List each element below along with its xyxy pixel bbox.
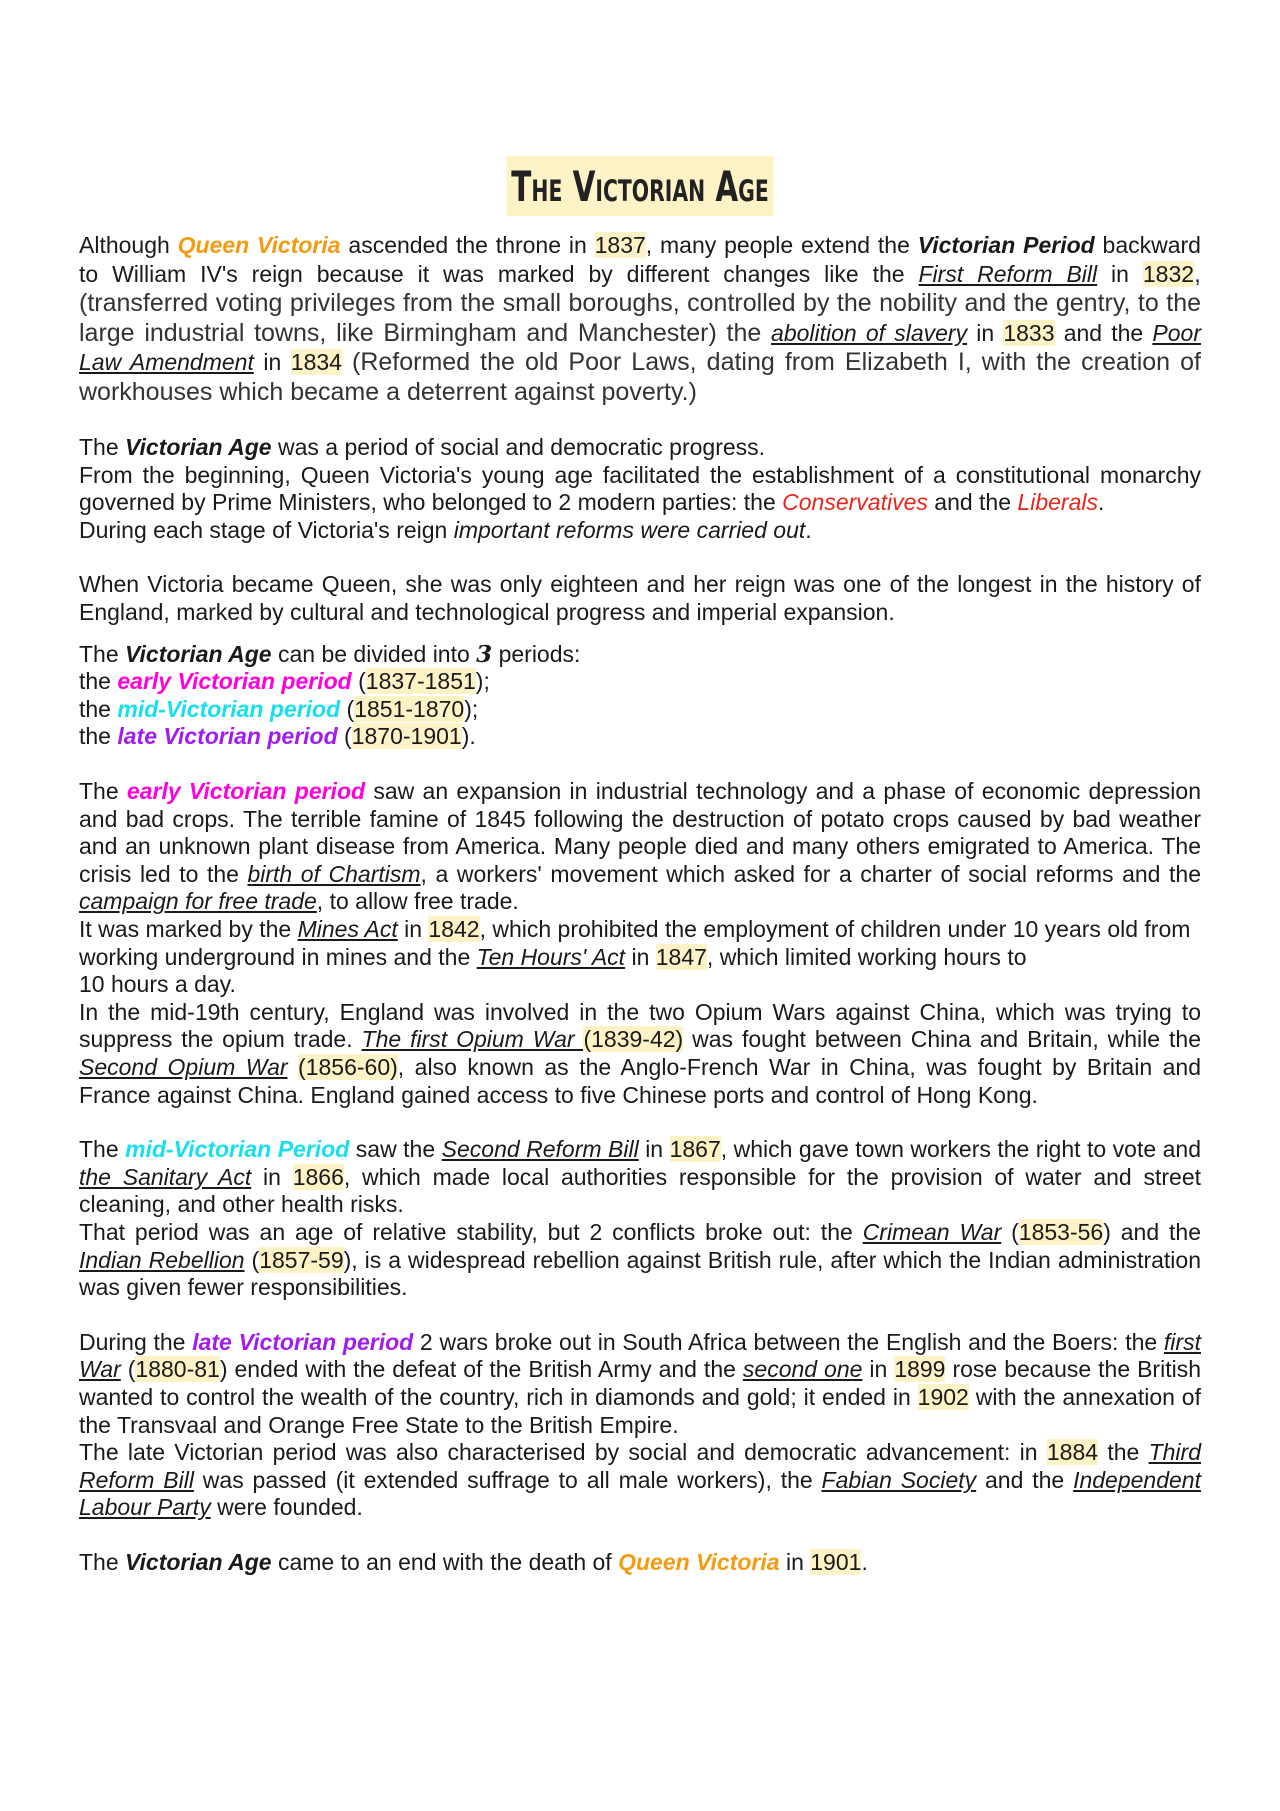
text: in <box>253 349 291 376</box>
fabian-society: Fabian Society <box>821 1466 977 1493</box>
text: , a workers' movement which asked for a charter of social reforms and the <box>420 860 1201 887</box>
independent-labour-party: Independent Labour Party <box>79 1466 1201 1521</box>
year: 1884 <box>1046 1439 1099 1466</box>
text: and the <box>976 1466 1074 1493</box>
mines-act: Mines Act <box>297 916 398 942</box>
text: The <box>79 1136 126 1163</box>
second-opium-war: Second Opium War <box>79 1053 288 1080</box>
text: ) and the <box>1103 1218 1202 1245</box>
year-range: 1837-1851 <box>365 668 476 695</box>
important-reforms: important reforms were carried out <box>453 516 806 543</box>
text: was a period of social and democratic progress. <box>271 434 766 461</box>
text: , (transferred voting privileges from the small boroughs, controlled by the nobility and the gentry, to the large industrial towns, like Birmingham and Manchester) the <box>79 259 1201 347</box>
text: Although <box>79 232 178 258</box>
text: , many people extend the <box>645 232 918 258</box>
second-one: second one <box>742 1356 863 1383</box>
text: During each stage of Victoria's reign <box>79 516 454 543</box>
first-war: first War <box>79 1328 1201 1383</box>
text: The <box>79 778 127 805</box>
year-range: 1880-81 <box>135 1356 220 1383</box>
victorian-age: Victorian Age <box>125 1548 272 1575</box>
first-reform-bill: First Reform Bill <box>918 260 1098 287</box>
text: ); <box>464 695 479 722</box>
text: ( <box>120 1356 136 1383</box>
text: ), is a widespread rebellion against British rule, after which the Indian administration was given fewer responsibilities. <box>79 1246 1201 1301</box>
text: in <box>1097 260 1143 287</box>
text: in <box>779 1548 811 1575</box>
text: rose because the British wanted to control the wealth of the country, rich in diamonds and gold; it ended in <box>79 1356 1201 1410</box>
abolition-of-slavery: abolition of slavery <box>771 319 968 346</box>
second-reform-bill: Second Reform Bill <box>441 1136 639 1163</box>
text: was passed (it extended suffrage to all male workers), the <box>193 1466 822 1493</box>
text: 2 wars broke out in South Africa between the English and the Boers: the <box>413 1328 1164 1355</box>
year-range: (1856-60) <box>298 1053 398 1080</box>
queen-victoria: Queen Victoria <box>618 1548 780 1575</box>
title-wrap <box>79 156 1201 216</box>
text: in <box>625 943 656 970</box>
early-victorian-period: early Victorian period <box>126 778 366 805</box>
text: in <box>967 319 1004 346</box>
text: in <box>251 1163 293 1190</box>
text: It was marked by the <box>79 916 298 942</box>
third-reform-bill: Third Reform Bill <box>79 1439 1201 1493</box>
text: , which gave town workers the right to vote and <box>720 1136 1202 1163</box>
year: 1847 <box>655 943 707 970</box>
text: was fought between China and Britain, while the <box>683 1026 1201 1053</box>
text: ( <box>244 1246 260 1273</box>
text: the <box>79 668 118 695</box>
text: the <box>79 723 118 750</box>
text: in <box>862 1356 895 1383</box>
periods-intro <box>79 641 1201 669</box>
year-range: 1851-1870 <box>354 695 465 722</box>
period-item-late <box>79 723 1201 751</box>
text: saw the <box>349 1136 442 1163</box>
poor-law-amendment: Poor Law Amendment <box>79 319 1201 376</box>
late-period-paragraph <box>79 1329 1201 1439</box>
early-period-paragraph <box>79 778 1201 916</box>
birth-of-chartism: birth of Chartism <box>247 860 421 887</box>
queen-victoria: Queen Victoria <box>177 232 341 258</box>
first-opium-war: The first Opium War <box>361 1026 584 1053</box>
text: ( <box>337 723 352 750</box>
year: 1901 <box>810 1548 862 1575</box>
text: . <box>805 516 812 543</box>
advancement-paragraph <box>79 1439 1201 1522</box>
text: In the mid-19th century, England was involved in the two Opium Wars against China, which was trying to suppress the opium trade. <box>79 998 1201 1053</box>
text: . <box>1097 489 1105 516</box>
page-title: The Victorian Age <box>507 156 774 216</box>
period-count: 3 <box>476 640 493 668</box>
victorian-period: Victorian Period <box>917 232 1095 258</box>
text: ( <box>1001 1218 1019 1245</box>
text: ( <box>351 668 366 695</box>
text <box>288 1054 299 1080</box>
text: saw an expansion in industrial technology and a phase of economic depression and bad crops. The terrible famine of 1845 following the destruction of potato crops caused by bad weather and an unknown plant disease from America. Many people died and many others emigrated to America. The crisis led to the <box>79 778 1201 887</box>
text: were founded. <box>210 1494 363 1521</box>
liberals: Liberals <box>1017 489 1098 516</box>
year: 1842 <box>428 916 480 942</box>
year: 1866 <box>292 1163 344 1190</box>
text: , to allow free trade. <box>316 888 519 915</box>
text: , which prohibited the employment of children under 10 years old from working underground in mines and the <box>79 916 1191 970</box>
mid-victorian-period: mid-Victorian period <box>117 695 341 722</box>
mid-period-paragraph <box>79 1136 1201 1219</box>
year: 1899 <box>894 1356 946 1383</box>
indian-rebellion: Indian Rebellion <box>79 1246 245 1273</box>
text: , which limited working hours to <box>706 943 1027 970</box>
conservatives: Conservatives <box>782 489 928 516</box>
monarchy-paragraph <box>79 462 1201 517</box>
text: During the <box>79 1328 193 1355</box>
text: ). <box>461 723 476 750</box>
democratic-progress-paragraph <box>79 434 1201 462</box>
reforms-line <box>79 517 1201 545</box>
text: . <box>861 1548 868 1575</box>
victoria-queen-paragraph: When Victoria became Queen, she was only eighteen and her reign was one of the longest in the history of England, marked by cultural and technological progress and imperial expansion. <box>79 571 1201 626</box>
conclusion-paragraph <box>79 1549 1201 1577</box>
ten-hours-line: 10 hours a day. <box>79 971 236 998</box>
year: 1832 <box>1142 260 1195 287</box>
year: 1867 <box>669 1136 721 1163</box>
year: 1837 <box>594 232 646 258</box>
year-range: (1839-42) <box>583 1026 684 1053</box>
text: can be divided into <box>271 640 477 667</box>
text: From the beginning, Queen Victoria's young age facilitated the establishment of a constitutional monarchy governed by Prime Ministers, who belonged to 2 modern parties: the <box>79 461 1201 516</box>
text: The <box>79 1548 126 1575</box>
campaign-for-free-trade: campaign for free trade <box>79 888 317 915</box>
mines-act-paragraph <box>79 916 1201 971</box>
document-page <box>79 156 1201 1576</box>
text: and the <box>1054 319 1153 346</box>
text: periods: <box>492 640 581 667</box>
text: The late Victorian period was also characterised by social and democratic advancement: in <box>79 1439 1047 1466</box>
ten-hours-act: Ten Hours' Act <box>476 943 626 970</box>
text: The <box>79 640 126 667</box>
text: and the <box>927 489 1018 516</box>
late-victorian-period: late Victorian period <box>192 1328 414 1355</box>
text: ( <box>340 695 355 722</box>
year-range: 1853-56 <box>1018 1218 1104 1245</box>
text: , which made local authorities responsible for the provision of water and street cleaning, and other health risks. <box>79 1163 1201 1218</box>
period-item-early <box>79 668 1201 696</box>
text: ascended the throne in <box>340 232 595 258</box>
year: 1902 <box>917 1383 969 1410</box>
period-item-mid <box>79 696 1201 724</box>
text: ) ended with the defeat of the British Army and the <box>219 1356 743 1383</box>
text: with the annexation of the Transvaal and Orange Free State to the British Empire. <box>79 1383 1201 1438</box>
sanitary-act: the Sanitary Act <box>79 1163 252 1190</box>
victorian-age: Victorian Age <box>125 640 272 667</box>
victorian-age: Victorian Age <box>125 434 272 461</box>
text: in <box>397 916 429 942</box>
mid-victorian-period: mid-Victorian Period <box>125 1136 350 1163</box>
early-victorian-period: early Victorian period <box>117 668 352 695</box>
text: in <box>638 1136 670 1163</box>
conflicts-paragraph <box>79 1219 1201 1302</box>
text: , also known as the Anglo-French War in China, was fought by Britain and France against China. England gained access to five Chinese ports and control of Hong Kong. <box>79 1053 1201 1108</box>
crimean-war: Crimean War <box>862 1218 1002 1245</box>
text: The <box>79 434 126 461</box>
year-range: 1870-1901 <box>351 723 462 750</box>
year: 1834 <box>290 349 342 376</box>
year: 1833 <box>1003 319 1055 346</box>
text: the <box>1098 1439 1149 1466</box>
text: the <box>79 695 118 722</box>
text: came to an end with the death of <box>271 1548 619 1575</box>
year-range: 1857-59 <box>259 1246 344 1273</box>
text: ); <box>475 668 490 695</box>
text: (Reformed the old Poor Laws, dating from Elizabeth I, with the creation of workhouses which became a deterrent against poverty.) <box>79 348 1201 406</box>
intro-paragraph <box>79 232 1201 407</box>
opium-wars-paragraph <box>79 999 1201 1109</box>
late-victorian-period: late Victorian period <box>117 723 338 750</box>
text: backward to William IV's reign because it was marked by different changes like the <box>79 232 1201 287</box>
text: That period was an age of relative stability, but 2 conflicts broke out: the <box>79 1218 863 1245</box>
